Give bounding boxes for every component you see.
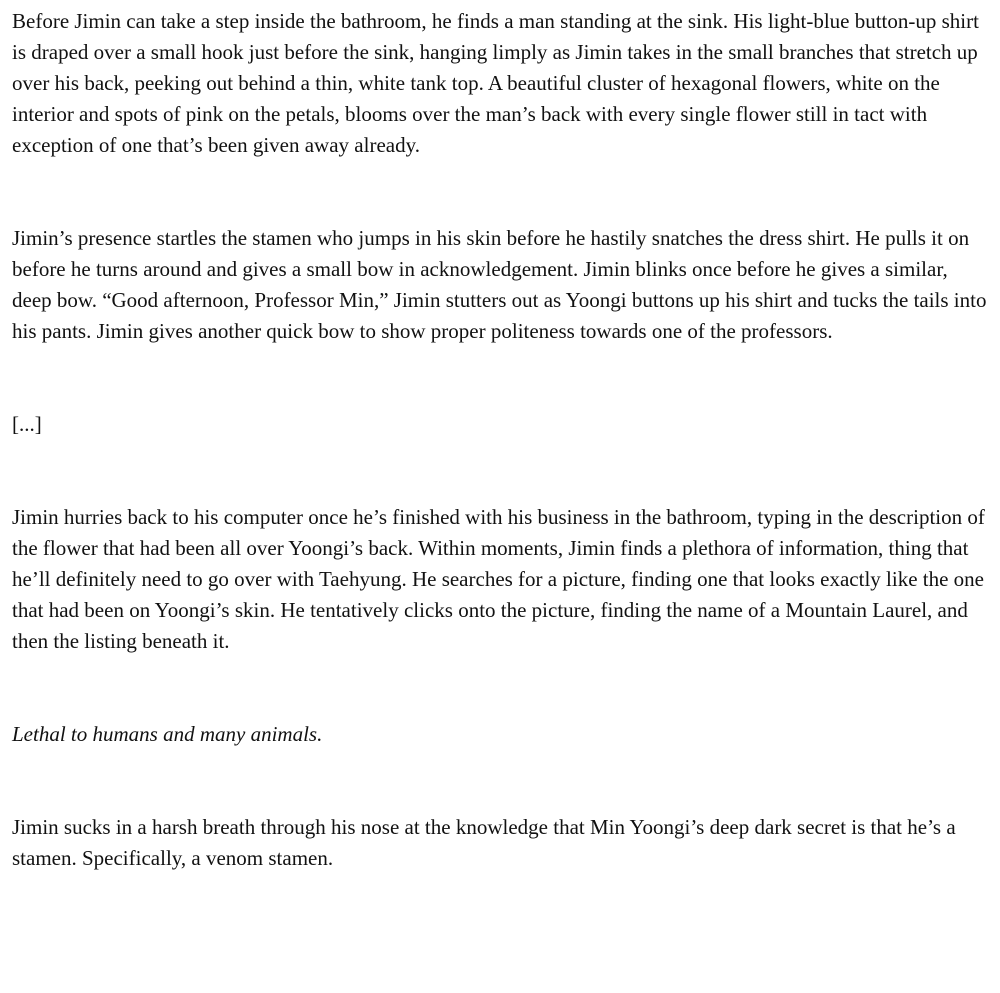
paragraph-lethal-note: Lethal to humans and many animals. (12, 722, 323, 746)
paragraph-greeting: Jimin’s presence startles the stamen who jumps in his skin before he hastily snatches the dress shirt. He pulls it on before he turns around and gives a small bow in acknowledgement. Jimin blinks once before he gives a similar, deep bow. “Good afternoon, Professor Min,” Jimin stutters out as Yoongi buttons up his shirt and tucks the tails into his pants. Jimin gives another quick bow to show proper politeness towards one of the professors. (12, 226, 987, 343)
paragraph-ellipsis: [...] (12, 412, 42, 436)
document-body (12, 6, 990, 874)
paragraph-search: Jimin hurries back to his computer once he’s finished with his business in the bathroom, typing in the description of the flower that had been all over Yoongi’s back. Within moments, Jimin finds a plethora of information, thing that he’ll definitely need to go over with Taehyung. He searches for a picture, finding one that looks exactly like the one that had been on Yoongi’s skin. He tentatively clicks onto the picture, finding the name of a Mountain Laurel, and then the listing beneath it. (12, 505, 985, 653)
paragraph-revelation: Jimin sucks in a harsh breath through his nose at the knowledge that Min Yoongi’s deep dark secret is that he’s a stamen. Specifically, a venom stamen. (12, 815, 956, 870)
paragraph-bathroom-encounter: Before Jimin can take a step inside the bathroom, he finds a man standing at the sink. His light-blue button-up shirt is draped over a small hook just before the sink, hanging limply as Jimin takes in the small branches that stretch up over his back, peeking out behind a thin, white tank top. A beautiful cluster of hexagonal flowers, white on the interior and spots of pink on the petals, blooms over the man’s back with every single flower still in tact with exception of one that’s been given away already. (12, 9, 979, 157)
